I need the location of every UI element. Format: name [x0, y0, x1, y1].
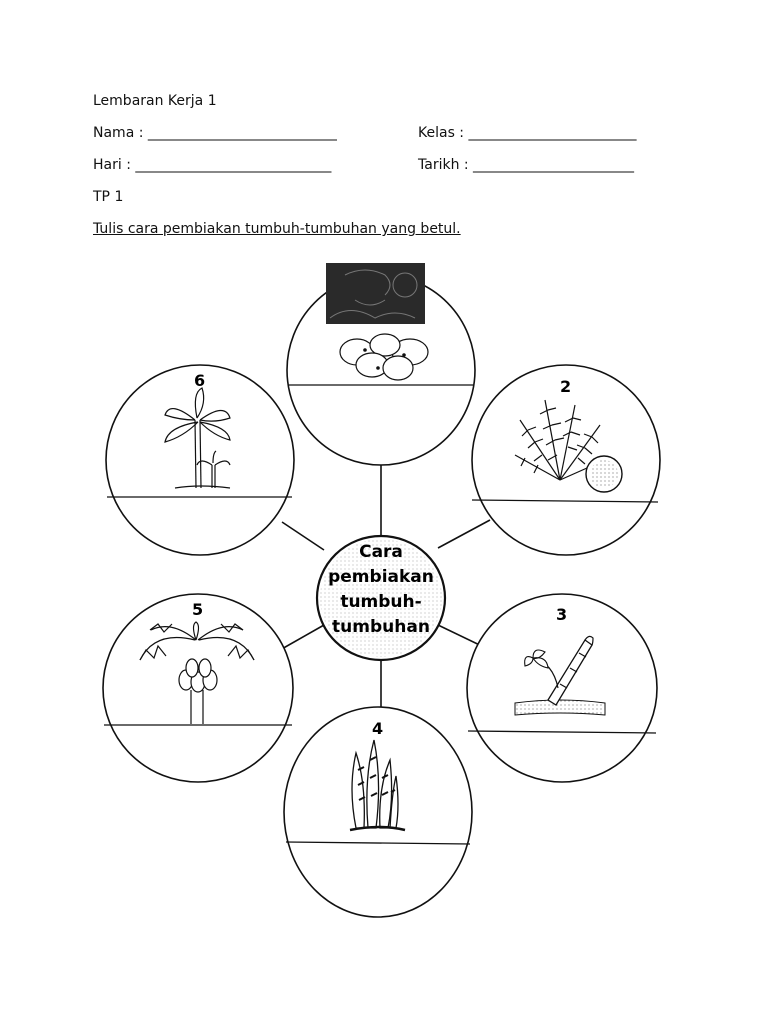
circle-4	[284, 707, 472, 917]
instruction-text: Tulis cara pembiakan tumbuh-tumbuhan yang betul.	[93, 221, 461, 237]
circle-2-number: 2	[560, 377, 572, 396]
hub-line-4: tumbuhan	[332, 617, 430, 637]
circle-3-number: 3	[556, 605, 568, 624]
hub-line-1: Cara	[359, 542, 403, 562]
circle-2	[472, 365, 660, 555]
hub-line-3: tumbuh-	[340, 592, 422, 612]
circle-6	[106, 365, 294, 555]
connector-bottom-left	[280, 625, 324, 650]
level-label: TP 1	[93, 189, 124, 205]
class-field[interactable]: Kelas : ________________________	[418, 125, 637, 141]
day-field[interactable]: Hari : ____________________________	[93, 157, 332, 173]
circle-1	[287, 263, 475, 465]
hub-line-2: pembiakan	[328, 567, 434, 587]
circle-5	[103, 594, 293, 782]
worksheet-title: Lembaran Kerja 1	[93, 93, 217, 109]
connector-top-left	[282, 522, 324, 550]
circle-4-number: 4	[372, 719, 384, 738]
circle-5-number: 5	[192, 600, 204, 619]
name-field[interactable]: Nama : ___________________________	[93, 125, 337, 141]
circle-3	[467, 594, 657, 782]
connector-top-right	[438, 520, 490, 548]
date-field[interactable]: Tarikh : _______________________	[418, 157, 635, 173]
center-hub	[317, 536, 445, 660]
circle-6-number: 6	[194, 371, 206, 390]
scanned-image-patch	[326, 263, 425, 324]
